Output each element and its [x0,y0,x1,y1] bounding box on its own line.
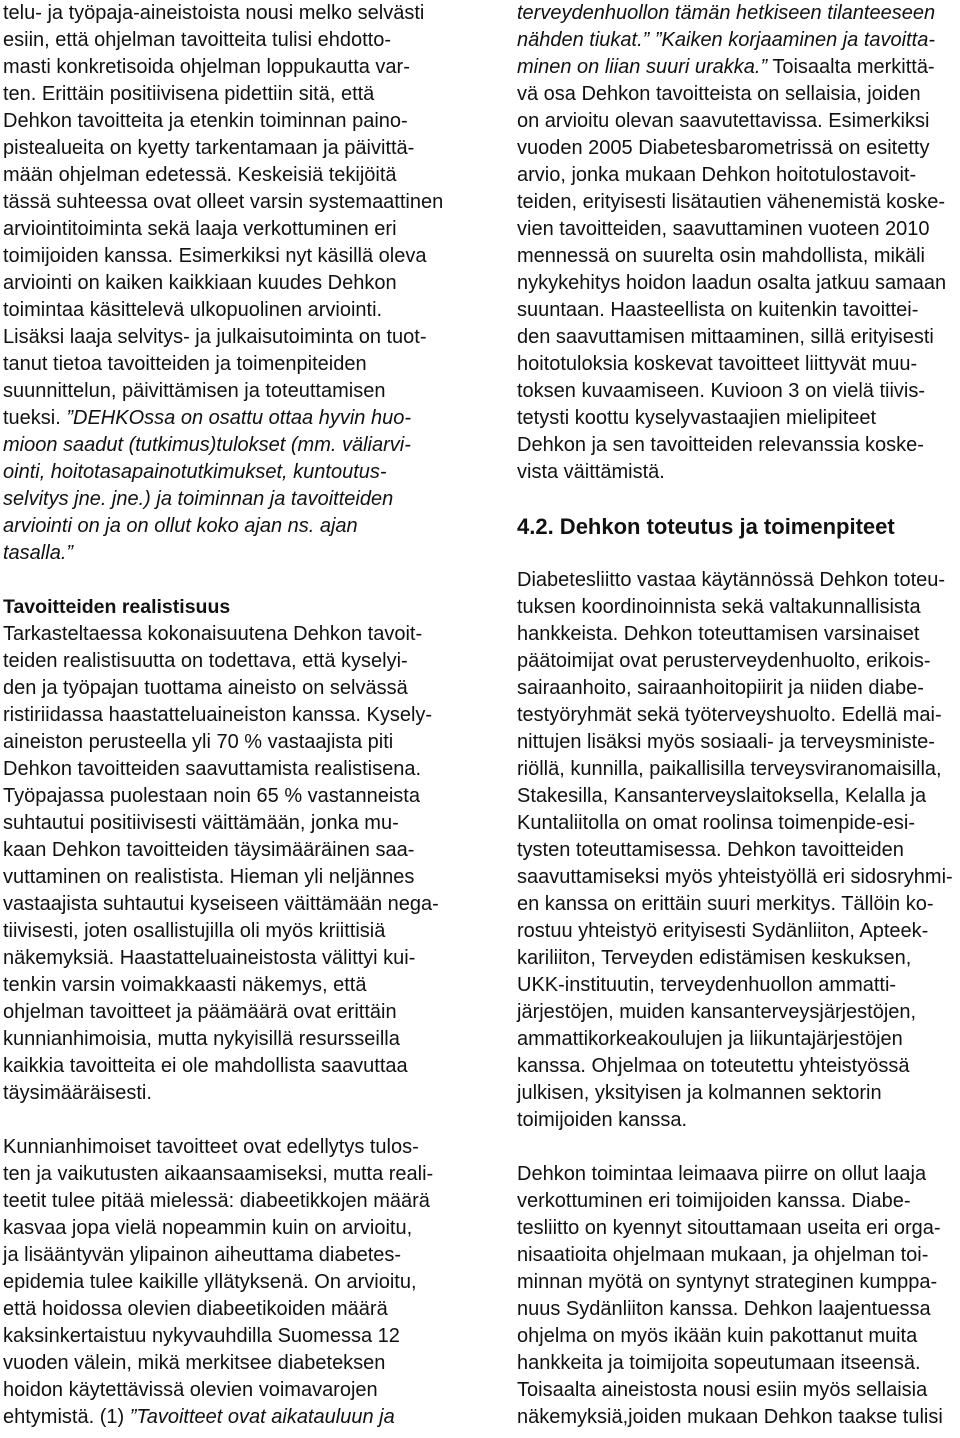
text-line: kaan Dehkon tavoitteiden täysimääräinen saa- [3,839,415,861]
paragraph [517,567,958,1134]
text-line: ten ja vaikutusten aikaansaamiseksi, mutta reali- [3,1163,434,1185]
text-line: esiin, että ohjelman tavoitteita tulisi ehdotto- [3,29,391,51]
text-line [3,1404,448,1431]
section-heading: 4.2. Dehkon toteutus ja toimenpiteet [517,514,895,539]
text-line: vä osa Dehkon tavoitteista on sellaisia, joiden [517,83,921,105]
italic-quote-text: ointi, hoitotasapainotutkimukset, kuntoutus- [3,461,387,483]
text-line: tetysti koottu kyselyvastaajien mielipiteet [517,407,877,429]
text-line: Lisäksi laaja selvitys- ja julkaisutoiminta on tuot- [3,326,427,348]
text-segment: Toisaalta merkittä- [767,56,935,78]
text-line: Työpajassa puolestaan noin 65 % vastanneista [3,785,420,807]
text-line: ten. Erittäin positiivisena pidettiin sitä, että [3,83,375,105]
text-line: verkottuminen eri toimijoiden kanssa. Diabe- [517,1190,911,1212]
text-line: minnan myötä on syntynyt strateginen kumppa- [517,1271,938,1293]
paragraph [517,1161,958,1431]
paragraph [3,621,448,1107]
text-line: arviointi on kaiken kaikkiaan kuudes Dehkon [3,272,397,294]
italic-quote-text: tasalla.” [3,542,74,564]
text-line: nuus Sydänliiton kanssa. Dehkon laajentuessa [517,1298,931,1320]
text-line: nykykehitys hoidon laadun osalta jatkuu samaan [517,272,947,294]
text-line [517,54,958,81]
italic-quote-text: ”Tavoitteet ovat aikatauluun ja [129,1406,395,1428]
text-line: näkemyksiä,joiden mukaan Dehkon taakse tulisi [517,1406,943,1428]
text-line: näkemyksiä. Haastatteluaineistosta välittyi kui- [3,947,416,969]
text-line: on arvioitu olevan saavutettavissa. Esimerkiksi [517,110,930,132]
text-line: teiden, erityisesti lisätautien vähenemistä koske- [517,191,945,213]
text-line: aineiston perusteella yli 70 % vastaajista piti [3,731,394,753]
text-line: ristiriidassa haastatteluaineiston kanssa. Kysely- [3,704,433,726]
text-line: että hoidossa olevien diabeetikoiden määrä [3,1298,388,1320]
paragraph [3,0,448,567]
text-line: sairaanhoito, sairaanhoitopiirit ja niiden diabe- [517,677,924,699]
paragraph [3,1134,448,1431]
text-line: epidemia tulee kaikille yllätyksenä. On arvioitu, [3,1271,417,1293]
text-line: hankkeista. Dehkon toteuttamisen varsinaiset [517,623,920,645]
text-line: Stakesilla, Kansanterveyslaitoksella, Kelalla ja [517,785,927,807]
text-line: tysten toteuttamisessa. Dehkon tavoitteiden [517,839,904,861]
text-line: Dehkon tavoitteiden saavuttamista realistisena. [3,758,422,780]
text-line: kasvaa jopa vielä nopeammin kuin on arvioitu, [3,1217,413,1239]
text-line: kaikkia tavoitteita ei ole mahdollista saavuttaa [3,1055,408,1077]
text-line: suunnittelun, päivittämisen ja toteuttamisen [3,380,386,402]
italic-quote-text: arviointi on ja on ollut koko ajan ns. ajan [3,515,358,537]
text-line: toksen kuvaamiseen. Kuvioon 3 on vielä tiivis- [517,380,925,402]
text-line: den saavuttamisen mittaaminen, sillä erityisesti [517,326,934,348]
text-line [3,459,448,486]
text-line: tenkin varsin voimakkaasti näkemys, että [3,974,367,996]
text-line: mään ohjelman edetessä. Keskeisiä tekijöitä [3,164,397,186]
text-line: testyöryhmät sekä työterveyshuolto. Edellä mai- [517,704,942,726]
text-line: vista väittämistä. [517,461,665,483]
text-line: suuntaan. Haasteellista on kuitenkin tavoittei- [517,299,919,321]
text-line: arviointitoiminta sekä laaja verkottuminen eri [3,218,397,240]
text-line: Diabetesliitto vastaa käytännössä Dehkon toteu- [517,569,946,591]
text-line: järjestöjen, muiden kansanterveysjärjestöjen, [517,1001,917,1023]
text-line: Tarkasteltaessa kokonaisuutena Dehkon tavoit- [3,623,423,645]
text-line: saavuttamiseksi myös yhteistyöllä eri sidosryhmi- [517,866,953,888]
text-line: pistealueita on kyetty tarkentamaan ja päivittä- [3,137,415,159]
text-line: teiden realistisuutta on todettava, että kyselyi- [3,650,408,672]
text-line: tesliitto on kyennyt sitouttamaan useita eri orga- [517,1217,941,1239]
text-line: hankkeita ja toimijoita sopeutumaan itseensä. [517,1352,921,1374]
italic-quote-text: nähden tiukat.” ”Kaiken korjaaminen ja tavoitta- [517,29,936,51]
text-line: Kuntaliitolla on omat roolinsa toimenpide-esi- [517,812,915,834]
text-line: suhtautui positiivisesti väittämään, jonka mu- [3,812,399,834]
italic-quote-text: terveydenhuollon tämän hetkiseen tilanteeseen [517,2,936,24]
text-line: nisaatioita ohjelmaan mukaan, ja ohjelman toi- [517,1244,929,1266]
text-line: Dehkon ja sen tavoitteiden relevanssia koske- [517,434,924,456]
text-line [517,27,958,54]
subheading: Tavoitteiden realistisuus [3,596,231,618]
text-line: hoidon käytettävissä olevien voimavarojen [3,1379,378,1401]
text-line: rostuu yhteistyö erityisesti Sydänliiton, Apteek- [517,920,929,942]
text-line: vuttaminen on realistista. Hieman yli neljännes [3,866,415,888]
text-line: toimijoiden kanssa. [517,1109,688,1131]
left-column [3,0,448,1431]
text-line: kunnianhimoisia, mutta nykyisillä resursseilla [3,1028,400,1050]
text-line: tuksen koordinoinnista sekä valtakunnallisista [517,596,921,618]
text-line: telu- ja työpaja-aineistoista nousi melko selvästi [3,2,425,24]
text-line: toimijoiden kanssa. Esimerkiksi nyt käsillä oleva [3,245,427,267]
text-line: mennessä on suurelta osin mahdollista, mikäli [517,245,925,267]
text-line: en kanssa on erittäin suuri merkitys. Tällöin ko- [517,893,934,915]
text-line: kanssa. Ohjelmaa on toteutettu yhteistyössä [517,1055,910,1077]
text-line: den ja työpajan tuottama aineisto on selvässä [3,677,408,699]
text-segment: tueksi. [3,407,67,429]
italic-quote-text: mioon saadut (tutkimus)tulokset (mm. väliarvi- [3,434,411,456]
text-line: nittujen lisäksi myös sosiaali- ja terveysministe- [517,731,935,753]
text-line: vuoden 2005 Diabetesbarometrissä on esitetty [517,137,930,159]
text-segment: ehtymistä. (1) [3,1406,130,1428]
text-line: Toisaalta aineistosta nousi esiin myös sellaisia [517,1379,928,1401]
text-line: UKK-instituutin, terveydenhuollon ammatti- [517,974,897,996]
text-line: vuoden välein, mikä merkitsee diabeteksen [3,1352,386,1374]
text-line [517,0,958,27]
right-column [517,0,958,1431]
text-line [3,432,448,459]
text-line: ohjelman tavoitteet ja päämäärä ovat erittäin [3,1001,397,1023]
italic-quote-text: selvitys jne. jne.) ja toiminnan ja tavoitteiden [3,488,394,510]
text-line: Dehkon toimintaa leimaava piirre on ollut laaja [517,1163,927,1185]
text-line: ammattikorkeakoulujen ja liikuntajärjestöjen [517,1028,903,1050]
text-line: kariliiton, Terveyden edistämisen keskuksen, [517,947,912,969]
italic-quote-text: ”DEHKOssa on osattu ottaa hyvin huo- [66,407,411,429]
paragraph [517,0,958,486]
text-line: riöllä, kunnilla, paikallisilla terveysviranomaisilla, [517,758,942,780]
text-line: ja lisääntyvän ylipainon aiheuttama diabetes- [3,1244,402,1266]
text-line: täysimääräisesti. [3,1082,152,1104]
text-line: kaksinkertaistuu nykyvauhdilla Suomessa 12 [3,1325,400,1347]
italic-quote-text: minen on liian suuri urakka.” [517,56,768,78]
text-line: vien tavoitteiden, saavuttaminen vuoteen 2010 [517,218,930,240]
text-line: Dehkon tavoitteita ja etenkin toiminnan paino- [3,110,408,132]
text-line: tässä suhteessa ovat olleet varsin systemaattinen [3,191,444,213]
text-line [3,486,448,513]
text-line: tanut tietoa tavoitteiden ja toimenpiteiden [3,353,367,375]
text-line: teetit tulee pitää mielessä: diabeetikkojen määrä [3,1190,430,1212]
text-line: arvio, jonka mukaan Dehkon hoitotulostavoit- [517,164,917,186]
text-line: ohjelma on myös ikään kuin pakottanut muita [517,1325,918,1347]
text-line [3,540,448,567]
text-line: hoitotuloksia koskevat tavoitteet liittyvät muu- [517,353,918,375]
text-line: julkisen, yksityisen ja kolmannen sektorin [517,1082,882,1104]
text-line [3,513,448,540]
text-line: tiivisesti, joten osallistujilla oli myös kriittisiä [3,920,386,942]
text-line: vastaajista suhtautui kyseiseen väittämään nega- [3,893,439,915]
text-line: päätoimijat ovat perusterveydenhuolto, erikois- [517,650,931,672]
text-line: toimintaa käsittelevä ulkopuolinen arviointi. [3,299,383,321]
text-line [3,405,448,432]
text-line: masti konkretisoida ohjelman loppukautta var- [3,56,410,78]
text-line: Kunnianhimoiset tavoitteet ovat edellytys tulos- [3,1136,419,1158]
